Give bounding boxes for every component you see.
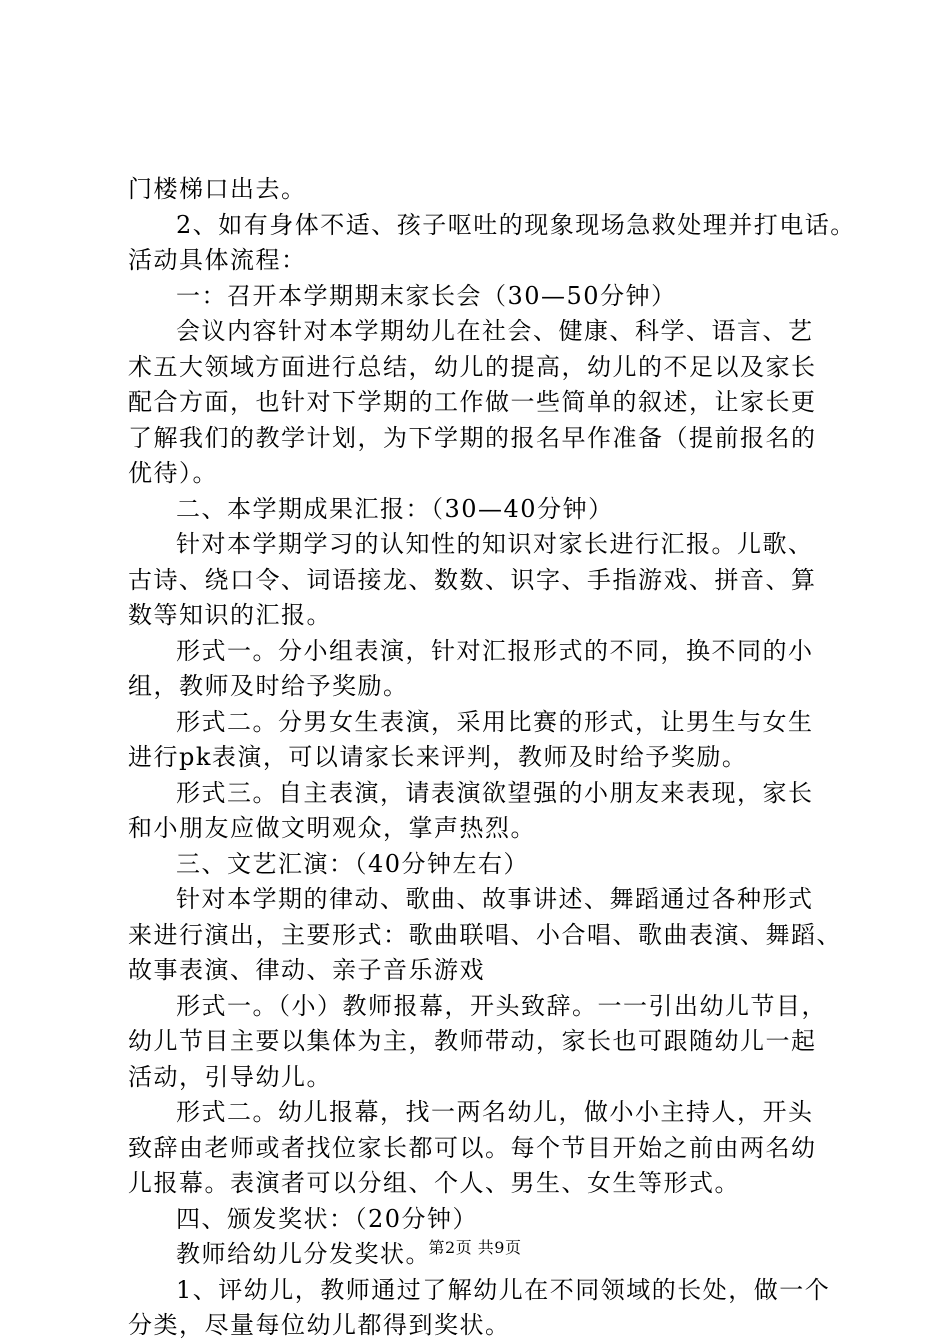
- text-line: 优待）。: [128, 459, 218, 487]
- text-line: 形式一。分小组表演，针对汇报形式的不同，换不同的小: [176, 636, 814, 665]
- text-line: 进行pk表演，可以请家长来评判，教师及时给予奖励。: [128, 743, 748, 771]
- text-line: 了解我们的教学计划，为下学期的报名早作准备（提前报名的: [128, 423, 817, 452]
- text-line: 1、评幼儿，教师通过了解幼儿在不同领域的长处，做一个: [176, 1275, 831, 1304]
- text-line: 和小朋友应做文明观众，掌声热烈。: [128, 814, 536, 842]
- text-line: 分类，尽量每位幼儿都得到奖状。: [128, 1311, 511, 1339]
- text-line: 配合方面，也针对下学期的工作做一些简单的叙述，让家长更: [128, 388, 817, 416]
- text-line: 活动具体流程：: [128, 246, 307, 274]
- text-line: 形式三。自主表演，请表演欲望强的小朋友来表现，家长: [176, 778, 814, 807]
- text-line: 三、文艺汇演：（40分钟左右）: [176, 849, 530, 878]
- text-line: 来进行演出，主要形式：歌曲联唱、小合唱、歌曲表演、舞蹈、: [128, 920, 842, 949]
- text-line: 致辞由老师或者找位家长都可以。每个节目开始之前由两名幼: [128, 1133, 817, 1162]
- text-line: 古诗、绕口令、词语接龙、数数、识字、手指游戏、拼音、算: [128, 565, 817, 594]
- text-line: 数等知识的汇报。: [128, 601, 332, 629]
- text-line: 活动，引导幼儿。: [128, 1062, 332, 1091]
- text-line: 组，教师及时给予奖励。: [128, 672, 409, 700]
- text-line: 教师给幼儿分发奖状。: [176, 1240, 431, 1268]
- text-line: 术五大领域方面进行总结，幼儿的提高，幼儿的不足以及家长: [128, 352, 817, 381]
- text-line: 故事表演、律动、亲子音乐游戏: [128, 956, 485, 984]
- text-line: 针对本学期学习的认知性的知识对家长进行汇报。儿歌、: [176, 530, 814, 558]
- text-line: 针对本学期的律动、歌曲、故事讲述、舞蹈通过各种形式: [176, 885, 814, 913]
- text-line: 会议内容针对本学期幼儿在社会、健康、科学、语言、艺: [176, 317, 814, 345]
- text-line: 四、颁发奖状：（20分钟）: [176, 1204, 479, 1233]
- text-line: 形式一。（小）教师报幕，开头致辞。一一引出幼儿节目，: [176, 991, 827, 1020]
- text-line: 形式二。分男女生表演，采用比赛的形式，让男生与女生: [176, 707, 814, 736]
- page-number-footer: 第2页 共9页: [428, 1238, 522, 1257]
- text-line: 2、如有身体不适、孩子呕吐的现象现场急救处理并打电话。: [176, 210, 856, 239]
- document-body: [128, 172, 856, 1344]
- text-line: 儿报幕。表演者可以分组、个人、男生、女生等形式。: [128, 1169, 740, 1197]
- text-line: 幼儿节目主要以集体为主，教师带动，家长也可跟随幼儿一起: [128, 1027, 817, 1055]
- text-line: 一：召开本学期期末家长会（30—50分钟）: [176, 281, 677, 310]
- text-line: 门楼梯口出去。: [128, 175, 307, 203]
- text-line: 二、本学期成果汇报：（30—40分钟）: [176, 494, 614, 523]
- text-line: 形式二。幼儿报幕，找一两名幼儿，做小小主持人，开头: [176, 1098, 814, 1126]
